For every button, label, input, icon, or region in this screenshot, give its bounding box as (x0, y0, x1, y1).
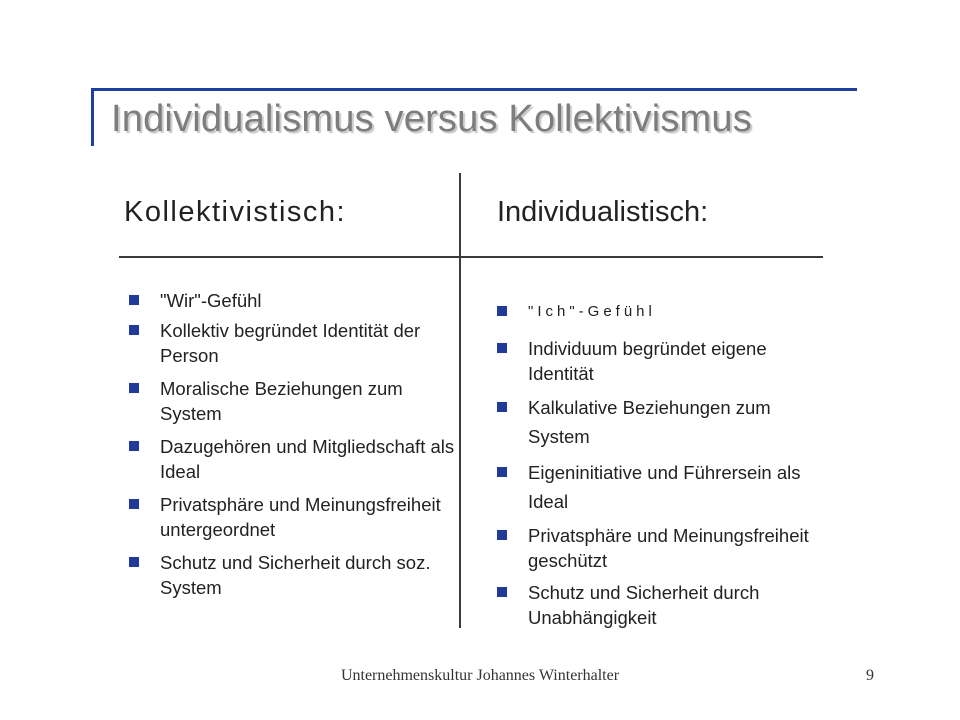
list-item-text: Individuum begründet eigene Identität (528, 338, 767, 384)
list-item (129, 288, 464, 313)
list-item (497, 458, 817, 516)
list-item (497, 580, 817, 630)
square-bullet-icon (497, 343, 507, 353)
square-bullet-icon (129, 295, 139, 305)
slide-title: Individualismus versus Kollektivismus (111, 98, 752, 140)
title-frame-left-border (91, 88, 94, 146)
list-item (497, 523, 817, 573)
column-heading-collectivist: Kollektivistisch: (124, 196, 347, 228)
square-bullet-icon (497, 306, 507, 316)
list-item (129, 492, 464, 542)
list-item (129, 376, 464, 426)
title-frame-top-border (91, 88, 857, 91)
list-item-text: Eigeninitiative und Führersein als Ideal (528, 462, 801, 512)
list-item-text: Privatsphäre und Meinungsfreiheit untergeordnet (160, 494, 441, 540)
list-item-text: "Wir"-Gefühl (160, 290, 262, 311)
square-bullet-icon (129, 557, 139, 567)
list-item-text: Dazugehören und Mitgliedschaft als Ideal (160, 436, 455, 482)
individualist-bullet-list (497, 299, 817, 637)
list-item-text: Schutz und Sicherheit durch Unabhängigkeit (528, 582, 760, 628)
list-item (497, 336, 817, 386)
list-item (129, 550, 464, 600)
page-number: 9 (866, 667, 874, 684)
square-bullet-icon (129, 383, 139, 393)
square-bullet-icon (497, 467, 507, 477)
list-item (497, 299, 817, 324)
square-bullet-icon (129, 325, 139, 335)
list-item-text: Kollektiv begründet Identität der Person (160, 320, 421, 366)
collectivist-bullet-list (129, 288, 464, 608)
square-bullet-icon (497, 402, 507, 412)
square-bullet-icon (497, 587, 507, 597)
list-item-text: Moralische Beziehungen zum System (160, 378, 403, 424)
square-bullet-icon (497, 530, 507, 540)
column-heading-individualist: Individualistisch: (497, 196, 709, 228)
footer-caption: Unternehmenskultur Johannes Winterhalter (340, 667, 620, 684)
list-item-text: Kalkulative Beziehungen zum System (528, 397, 771, 447)
list-item-text: Privatsphäre und Meinungsfreiheit geschützt (528, 525, 809, 571)
heading-divider-horizontal (119, 256, 823, 258)
square-bullet-icon (129, 441, 139, 451)
list-item (497, 393, 817, 451)
list-item (129, 434, 464, 484)
square-bullet-icon (129, 499, 139, 509)
list-item-text: Schutz und Sicherheit durch soz. System (160, 552, 431, 598)
list-item (129, 318, 464, 368)
list-item-text: "Ich"-Gefühl (528, 303, 656, 320)
